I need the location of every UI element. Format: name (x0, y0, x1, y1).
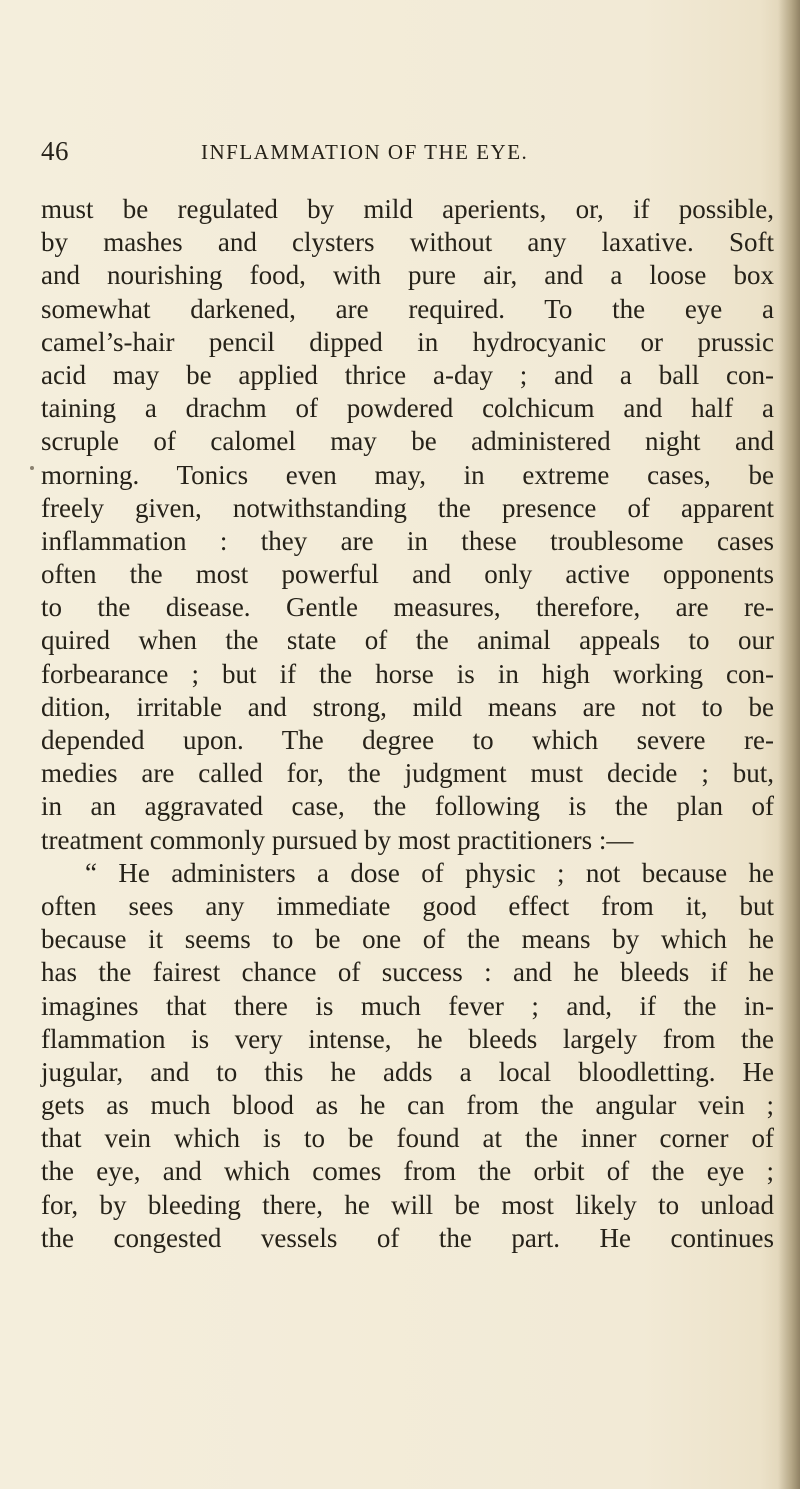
text-line: imagines that there is much fever ; and, if the in- (41, 990, 774, 1021)
text-line: the congested vessels of the part. He continues (41, 1222, 774, 1253)
text-line: often the most powerful and only active opponents (41, 559, 774, 590)
text-line: forbearance ; but if the horse is in high working con- (41, 658, 774, 689)
text-line: morning. Tonics even may, in extreme cases, be (41, 459, 774, 490)
text-line: scruple of calomel may be administered night and (41, 426, 774, 457)
text-line: flammation is very intense, he bleeds largely from the (41, 1023, 774, 1054)
running-head: INFLAMMATION OF THE EYE. (201, 140, 529, 164)
text-line: jugular, and to this he adds a local bloodletting. He (41, 1056, 774, 1087)
page-edge-shadow (778, 0, 800, 1489)
text-line: to the disease. Gentle measures, therefore, are re- (41, 592, 774, 623)
page-number: 46 (41, 136, 69, 166)
text-line: treatment commonly pursued by most practitioners :— (41, 824, 634, 855)
text-line-quote-start: “ He administers a dose of physic ; not because he (85, 857, 774, 888)
text-line: and nourishing food, with pure air, and a loose box (41, 260, 774, 291)
body-text (41, 193, 774, 1255)
text-line: medies are called for, the judgment must decide ; but, (41, 758, 774, 789)
text-line: gets as much blood as he can from the angular vein ; (41, 1090, 774, 1121)
text-line: must be regulated by mild aperients, or, if possible, (41, 194, 774, 224)
text-line: for, by bleeding there, he will be most likely to unload (41, 1189, 774, 1220)
text-line: freely given, notwithstanding the presence of apparent (41, 492, 774, 523)
text-line: depended upon. The degree to which severe re- (41, 725, 774, 755)
text-line: inflammation : they are in these troublesome cases (41, 525, 774, 556)
text-line: in an aggravated case, the following is the plan of (41, 791, 774, 822)
text-line: has the fairest chance of success : and he bleeds if he (41, 957, 774, 988)
text-line: somewhat darkened, are required. To the eye a (41, 293, 774, 324)
text-line: quired when the state of the animal appeals to our (41, 625, 774, 656)
text-line: often sees any immediate good effect from it, but (41, 890, 774, 921)
margin-mark (30, 466, 34, 470)
text-line: acid may be applied thrice a-day ; and a ball con- (41, 359, 774, 390)
text-line: by mashes and clysters without any laxative. Soft (41, 227, 774, 258)
text-line: taining a drachm of powdered colchicum and half a (41, 393, 774, 424)
text-line: camel’s-hair pencil dipped in hydrocyanic or prussic (41, 326, 774, 357)
text-line: dition, irritable and strong, mild means are not to be (41, 691, 774, 722)
text-line: because it seems to be one of the means by which he (41, 924, 774, 955)
page-header (41, 136, 761, 176)
text-line: that vein which is to be found at the inner corner of (41, 1123, 774, 1154)
text-line: the eye, and which comes from the orbit of the eye ; (41, 1156, 774, 1187)
